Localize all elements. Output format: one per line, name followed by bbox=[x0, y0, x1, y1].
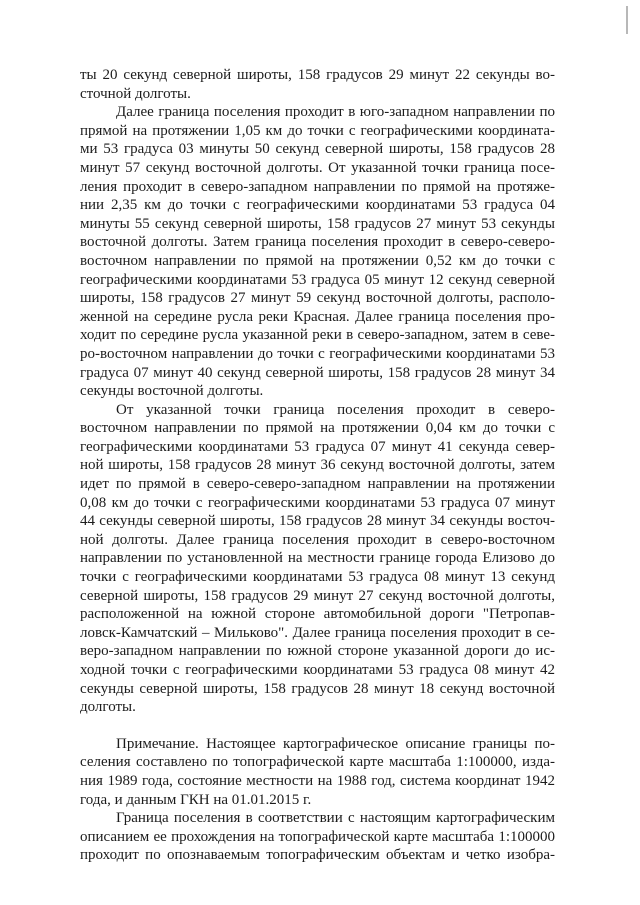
text-line: прямой на протяжении 1,05 км до точки с географическими координата- bbox=[80, 122, 555, 139]
text-line: северной широты, 158 градусов 29 минут 27 секунд восточной долготы, bbox=[80, 587, 555, 604]
text-line: ро-восточном направлении до точки с географическими координатами 53 bbox=[80, 345, 555, 362]
text-line: нии 2,35 км до точки с географическими координатами 53 градуса 04 bbox=[80, 197, 555, 214]
text-line: ной долготы. Далее граница поселения проходит в северо-восточном bbox=[80, 531, 555, 548]
text-line: восточном направлении по прямой на протяжении 0,04 км до точки с bbox=[80, 420, 555, 437]
text-line: ления проходит в северо-западном направлении по прямой на протяже- bbox=[80, 178, 555, 195]
text-line: градуса 07 минут 40 секунд северной широты, 158 градусов 28 минут 34 bbox=[80, 364, 555, 381]
text-line: минут 57 секунд восточной долготы. От указанной точки граница посе- bbox=[80, 159, 555, 176]
text-line: восточном направлении по прямой на протяжении 0,52 км до точки с bbox=[80, 252, 555, 269]
document-body bbox=[80, 66, 555, 865]
text-line: ловск-Камчатский – Мильково". Далее граница поселения проходит в се- bbox=[80, 624, 555, 641]
paragraph-spacer bbox=[80, 717, 555, 735]
paragraph-northeast-segment bbox=[80, 401, 555, 717]
paragraph-closing bbox=[80, 809, 555, 865]
text-line: секунды северной широты, 158 градусов 28 минут 18 секунд восточной bbox=[80, 680, 555, 697]
text-line: 44 секунды северной широты, 158 градусов 28 минут 34 секунды восточ- bbox=[80, 513, 555, 530]
text-line: географическими координатами 53 градуса 05 минут 12 секунд северной bbox=[80, 271, 555, 288]
text-line: ми 53 градуса 03 минуты 50 секунд северной широты, 158 градусов 28 bbox=[80, 141, 555, 158]
paragraph-southwest-segment bbox=[80, 103, 555, 401]
text-line: секунды восточной долготы. bbox=[80, 383, 264, 400]
text-line: географическими координатами 53 градуса 07 минут 41 секунда север- bbox=[80, 438, 555, 455]
text-line: долготы. bbox=[80, 699, 136, 716]
text-line: направлении по установленной на местности границе города Елизово до bbox=[80, 550, 555, 567]
text-line: минуты 55 секунд северной широты, 158 градусов 27 минут 53 секунды bbox=[80, 215, 555, 232]
text-line: описанием ее прохождения на топографической карте масштаба 1:100000 bbox=[80, 828, 555, 845]
text-line: точки с географическими координатами 53 градуса 08 минут 13 секунд bbox=[80, 569, 555, 586]
edge-mark bbox=[626, 6, 628, 34]
text-line: сточной долготы. bbox=[80, 85, 191, 102]
text-line: 0,08 км до точки с географическими координатами 53 градуса 07 минут bbox=[80, 494, 555, 511]
paragraph-note bbox=[80, 735, 555, 809]
text-line: расположенной на южной стороне автомобильной дороги "Петропав- bbox=[80, 606, 555, 623]
text-line: ты 20 секунд северной широты, 158 градусов 29 минут 22 секунды во- bbox=[80, 67, 555, 83]
text-line: селения составлено по топографической карте масштаба 1:100000, изда- bbox=[80, 754, 555, 771]
text-line: ходной точки с географическими координатами 53 градуса 08 минут 42 bbox=[80, 662, 555, 678]
text-line: Граница поселения в соответствии с настоящим картографическим bbox=[116, 810, 555, 827]
text-line: ходит по середине русла указанной реки в северо-западном, затем в севе- bbox=[80, 327, 555, 344]
text-line: идет по прямой в северо-северо-западном направлении на протяжении bbox=[80, 476, 555, 493]
text-line: восточной долготы. Затем граница поселения проходит в северо-северо- bbox=[80, 234, 555, 251]
paragraph-continuation bbox=[80, 66, 555, 103]
text-line: проходит по опознаваемым топографическим объектам и четко изобра- bbox=[80, 847, 555, 864]
text-line: Далее граница поселения проходит в юго-западном направлении по bbox=[116, 104, 555, 121]
text-line: женной на середине русла реки Красная. Далее граница поселения про- bbox=[80, 308, 555, 325]
text-line: веро-западном направлении по южной стороне указанной дороги до ис- bbox=[80, 643, 555, 660]
text-line: широты, 158 градусов 27 минут 59 секунд восточной долготы, располо- bbox=[80, 290, 555, 307]
text-line: Примечание. Настоящее картографическое описание границы по- bbox=[116, 735, 555, 752]
text-line: года, и данным ГКН на 01.01.2015 г. bbox=[80, 791, 312, 808]
text-line: ния 1989 года, состояние местности на 1988 год, система координат 1942 bbox=[80, 772, 555, 789]
text-line: ной широты, 158 градусов 28 минут 36 секунд восточной долготы, затем bbox=[80, 457, 555, 474]
text-line: От указанной точки граница поселения проходит в северо- bbox=[116, 401, 555, 418]
